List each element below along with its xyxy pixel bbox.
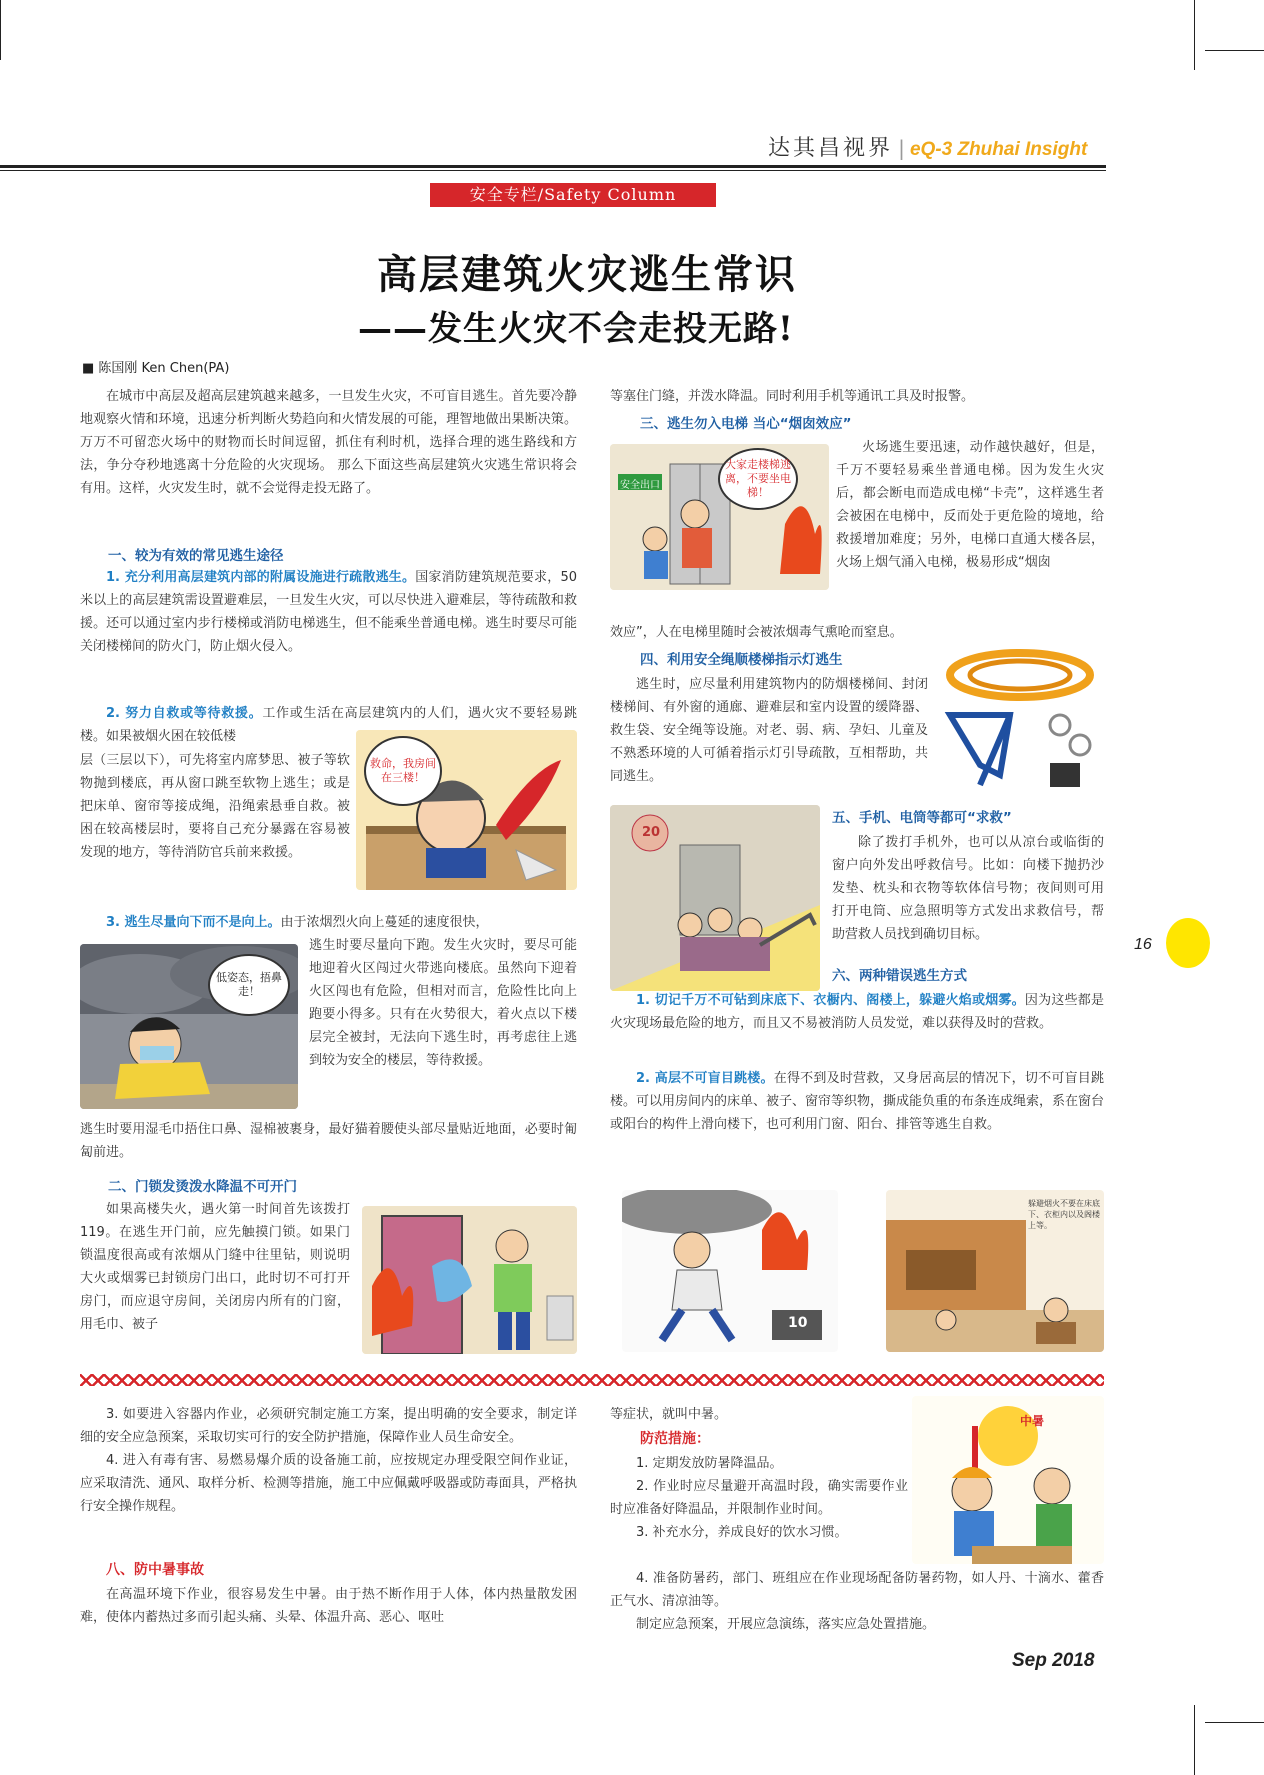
sec1-3-wrap	[309, 934, 577, 1072]
floor-sign: 10	[788, 1315, 808, 1331]
measures-list-2	[610, 1567, 1104, 1636]
sec1-2-wrap	[80, 749, 350, 864]
sec6-2-block	[610, 1067, 1104, 1136]
section-divider	[80, 1374, 1104, 1386]
sec1-2-body-b: 层（三层以下），可先将室内席梦思、被子等软物抛到楼底，再从窗口跳至软物上逃生；或是把床单、窗帘等接成绳，沿绳索悬垂自救。被困在较高楼层时，要将自己充分暴露在容易被发现的地方，等待消防官兵前来救援。	[80, 753, 350, 860]
illustration-elevator	[610, 444, 829, 590]
crop-mark	[1194, 0, 1195, 70]
measure-2: 2. 作业时应尽量避开高温时段，确实需要作业时应准备好降温品，并限制作业时间。	[610, 1479, 908, 1517]
page-number: 16	[1134, 936, 1152, 953]
sec1-3-body-b: 逃生时要尽量向下跑。发生火灾时，要尽可能地迎着火区闯过火带逃向楼底。虽然向下迎着火区闯也有危险，但相对而言，危险性比向上跑要小得多。只有在火势很大，着火点以下楼层完全被封，无法向下逃生时，再考虑往上逃到较为安全的楼层，等待救援。	[309, 938, 577, 1068]
measure-5: 制定应急预案，开展应急演练，落实应急处置措施。	[636, 1617, 936, 1632]
sec8-body: 在高温环境下作业，很容易发生中暑。由于热不断作用于人体，体内热量散发困难，使体内蓄热过多而引起头痛、头晕、体温升高、恶心、呕吐	[80, 1587, 577, 1625]
sec1-3-tail	[80, 1118, 577, 1164]
illustration-hiding	[886, 1190, 1104, 1352]
crop-mark	[1194, 1705, 1195, 1775]
elevator-drawing	[610, 444, 829, 590]
sec1-1-body: 国家消防建筑规范要求，50米以上的高层建筑需设置避难层，一旦发生火灾，可以尽快进入避难层，等待疏散和救援。还可以通过室内步行楼梯或消防电梯逃生，但不能乘坐普通电梯。逃生时要尽可能关闭楼梯间的防火门，防止烟火侵入。	[80, 570, 577, 654]
header-rule	[0, 165, 1106, 168]
heat-label: 中暑	[1020, 1414, 1045, 1428]
sec5-title: 五、手机、电筒等都可“求救”	[832, 810, 1012, 826]
sec5-block	[832, 831, 1104, 946]
illustration-safety-rope	[940, 645, 1104, 793]
header-section-cn: 达其昌视界	[768, 136, 894, 161]
sec1-3-intro	[80, 911, 577, 934]
continued-left	[80, 1403, 577, 1518]
header-separator: |	[898, 136, 905, 160]
sec6-1-block	[610, 989, 1104, 1035]
sec8-title: 八、防中暑事故	[106, 1562, 204, 1578]
measures-list	[610, 1452, 908, 1544]
measure-1: 1. 定期发放防暑降温品。	[636, 1456, 783, 1471]
sec3-title: 三、逃生勿入电梯 当心“烟囱效应”	[640, 416, 852, 432]
sec3-body-a: 火场逃生要迅速，动作越快越好，但是，千万不要轻易乘坐普通电梯。因为发生火灾后，都会断电而造成电梯“卡壳”，这样逃生者会被困在电梯中，反而处于更危险的境地，给救援增加难度；另外，电梯口直通大楼各层，火场上烟气涌入电梯，极易形成“烟囱	[836, 440, 1104, 570]
article-title: 高层建筑火灾逃生常识	[377, 251, 797, 298]
intro-block	[80, 385, 577, 500]
illustration-running-fire	[622, 1190, 838, 1352]
sec1-2-head: 2. 努力自救或等待救援。	[106, 706, 263, 721]
item-3: 3. 如要进入容器内作业，必须研究制定施工方案，提出明确的安全要求，制定详细的安全应急预案，采取切实可行的安全防护措施，保障作业人员生命安全。	[80, 1407, 577, 1445]
sec1-3-head: 3. 逃生尽量向下而不是向上。	[106, 915, 281, 930]
exit-sign: 安全出口	[620, 480, 660, 491]
sec4-block	[610, 673, 928, 788]
sec6-1-head: 1. 切记千万不可钻到床底下、衣橱内、阁楼上，躲避火焰或烟雾。	[636, 993, 1025, 1008]
sec3-wrap	[836, 436, 1104, 574]
item-4: 4. 进入有毒有害、易燃易爆介质的设备施工前，应按规定办理受限空间作业证，应采取清洗、通风、取样分析、检测等措施，施工中应佩戴呼吸器或防毒面具，严格执行安全操作规程。	[80, 1453, 577, 1514]
measure-4: 4. 准备防暑药，部门、班组应在作业现场配备防暑药物，如人丹、十滴水、藿香正气水、清凉油等。	[610, 1571, 1104, 1609]
illustration-door	[362, 1206, 577, 1354]
sec1-1-block	[80, 566, 577, 658]
sec6-title: 六、两种错误逃生方式	[832, 968, 967, 984]
sec8-cont: 等症状，就叫中暑。	[610, 1407, 728, 1422]
column-tag: 安全专栏/Safety Column	[430, 183, 716, 207]
sec3-body-b: 效应”，人在电梯里随时会被浓烟毒气熏呛而窒息。	[610, 625, 903, 640]
illustration-window-rescue	[356, 730, 577, 890]
sec6-1-body: 因为这些都是火灾现场最危险的地方，而且又不易被消防人员发觉，难以获得及时的营救。	[610, 993, 1104, 1031]
intro-paragraph: 在城市中高层及超高层建筑越来越多，一旦发生火灾，不可盲目逃生。首先要冷静地观察火情和环境，迅速分析判断火势趋向和火情发展的可能，理智地做出果断决策。万万不可留恋火场中的财物而长时间逗留，抓住有利时机，选择合理的逃生路线和方法，争分夺秒地逃离十分危险的火灾现场。 那么下面这些高层建筑火灾逃生常识将会有用。这样，火灾发生时，就不会觉得走投无路了。	[80, 389, 577, 496]
door-drawing	[362, 1206, 577, 1354]
floor-number: 20	[642, 825, 661, 840]
sec2-body: 如果高楼失火，遇火第一时间首先该拨打119。在逃生开门前，应先触摸门锁。如果门锁温度很高或有浓烟从门缝中往里钻，则说明大火或烟雾已封锁房门出口，此时切不可打开房门，而应退守房间，关闭房内所有的门窗，用毛巾、被子	[80, 1202, 350, 1332]
heatstroke-drawing	[912, 1396, 1104, 1564]
issue-date: Sep 2018	[1012, 1650, 1095, 1671]
sec8-block	[80, 1583, 577, 1629]
safety-rope-drawing	[940, 645, 1104, 793]
sec1-1-head: 1. 充分利用高层建筑内部的附属设施进行疏散逃生。	[106, 570, 416, 585]
speech-bubble-elevator: 大家走楼梯逃离，不要坐电梯！	[718, 448, 798, 510]
sec1-title: 一、较为有效的常见逃生途径	[108, 548, 284, 564]
sec1-3-body-a: 由于浓烟烈火向上蔓延的速度很快，	[280, 915, 489, 930]
measures-title: 防范措施：	[640, 1431, 710, 1447]
hiding-note: 躲避烟火不要在床底下、衣柜内以及阁楼上等。	[1028, 1199, 1100, 1230]
running-header	[768, 131, 1087, 162]
sec1-2-body-a: 工作或生活在高层建筑内的人们，遇火灾不要轻易跳楼。如果被烟火困在较低楼	[80, 706, 577, 744]
page-tab-dot	[1166, 918, 1210, 968]
crop-mark	[1205, 50, 1264, 51]
continued-right	[610, 1403, 910, 1426]
sec2-continued	[610, 385, 1104, 408]
sec6-2-body: 在得不到及时营救，又身居高层的情况下，切不可盲目跳楼。可以用房间内的床单、被子、窗帘等织物，撕成能负重的布条连成绳索，系在窗台或阳台的构件上滑向楼下，也可利用门窗、阳台、排管等逃生自救。	[610, 1071, 1105, 1132]
sec2-title: 二、门锁发烫泼水降温不可开门	[108, 1179, 297, 1195]
illustration-stairs-escape	[610, 805, 820, 991]
illustration-heatstroke	[912, 1396, 1104, 1564]
sec5-body: 除了拨打手机外，也可以从凉台或临街的窗户向外发出呼救信号。比如：向楼下抛扔沙发垫、枕头和衣物等软体信号物；夜间则可用打开电筒、应急照明等方式发出求救信号，帮助营救人员找到确切目标。	[832, 835, 1104, 942]
sec1-3-body-c: 逃生时要用湿毛巾捂住口鼻、湿棉被裹身，最好猫着腰使头部尽量贴近地面，必要时匍匐前进。	[80, 1122, 577, 1160]
sec2-block	[80, 1198, 350, 1336]
article-subtitle: ——发生火灾不会走投无路!	[358, 309, 794, 349]
sec2-cont: 等塞住门缝，并泼水降温。同时利用手机等通讯工具及时报警。	[610, 389, 975, 404]
header-section-en: eQ-3 Zhuhai Insight	[909, 139, 1088, 160]
sec3-tail	[610, 621, 1104, 644]
measure-3: 3. 补充水分，养成良好的饮水习惯。	[636, 1525, 848, 1540]
sec4-body: 逃生时，应尽量利用建筑物内的防烟楼梯间、封闭楼梯间、有外窗的通廊、避难层和室内设置的缓降器、救生袋、安全绳等设施。对老、弱、病、孕妇、儿童及不熟悉环境的人可循着指示灯引导疏散，互相帮助，共同逃生。	[610, 677, 928, 784]
header-rule-thin	[0, 170, 1106, 171]
byline: ■ 陈国刚 Ken Chen(PA)	[82, 361, 230, 376]
crop-mark	[1205, 1722, 1264, 1723]
illustration-low-crawl	[80, 944, 298, 1109]
speech-bubble-rescue: 救命，我房间在三楼！	[364, 736, 442, 806]
sec4-title: 四、利用安全绳顺楼梯指示灯逃生	[640, 652, 843, 668]
sec6-2-head: 2. 高层不可盲目跳楼。	[636, 1071, 774, 1086]
crop-mark	[0, 0, 1, 60]
speech-bubble-low: 低姿态，捂鼻走！	[208, 954, 290, 1016]
